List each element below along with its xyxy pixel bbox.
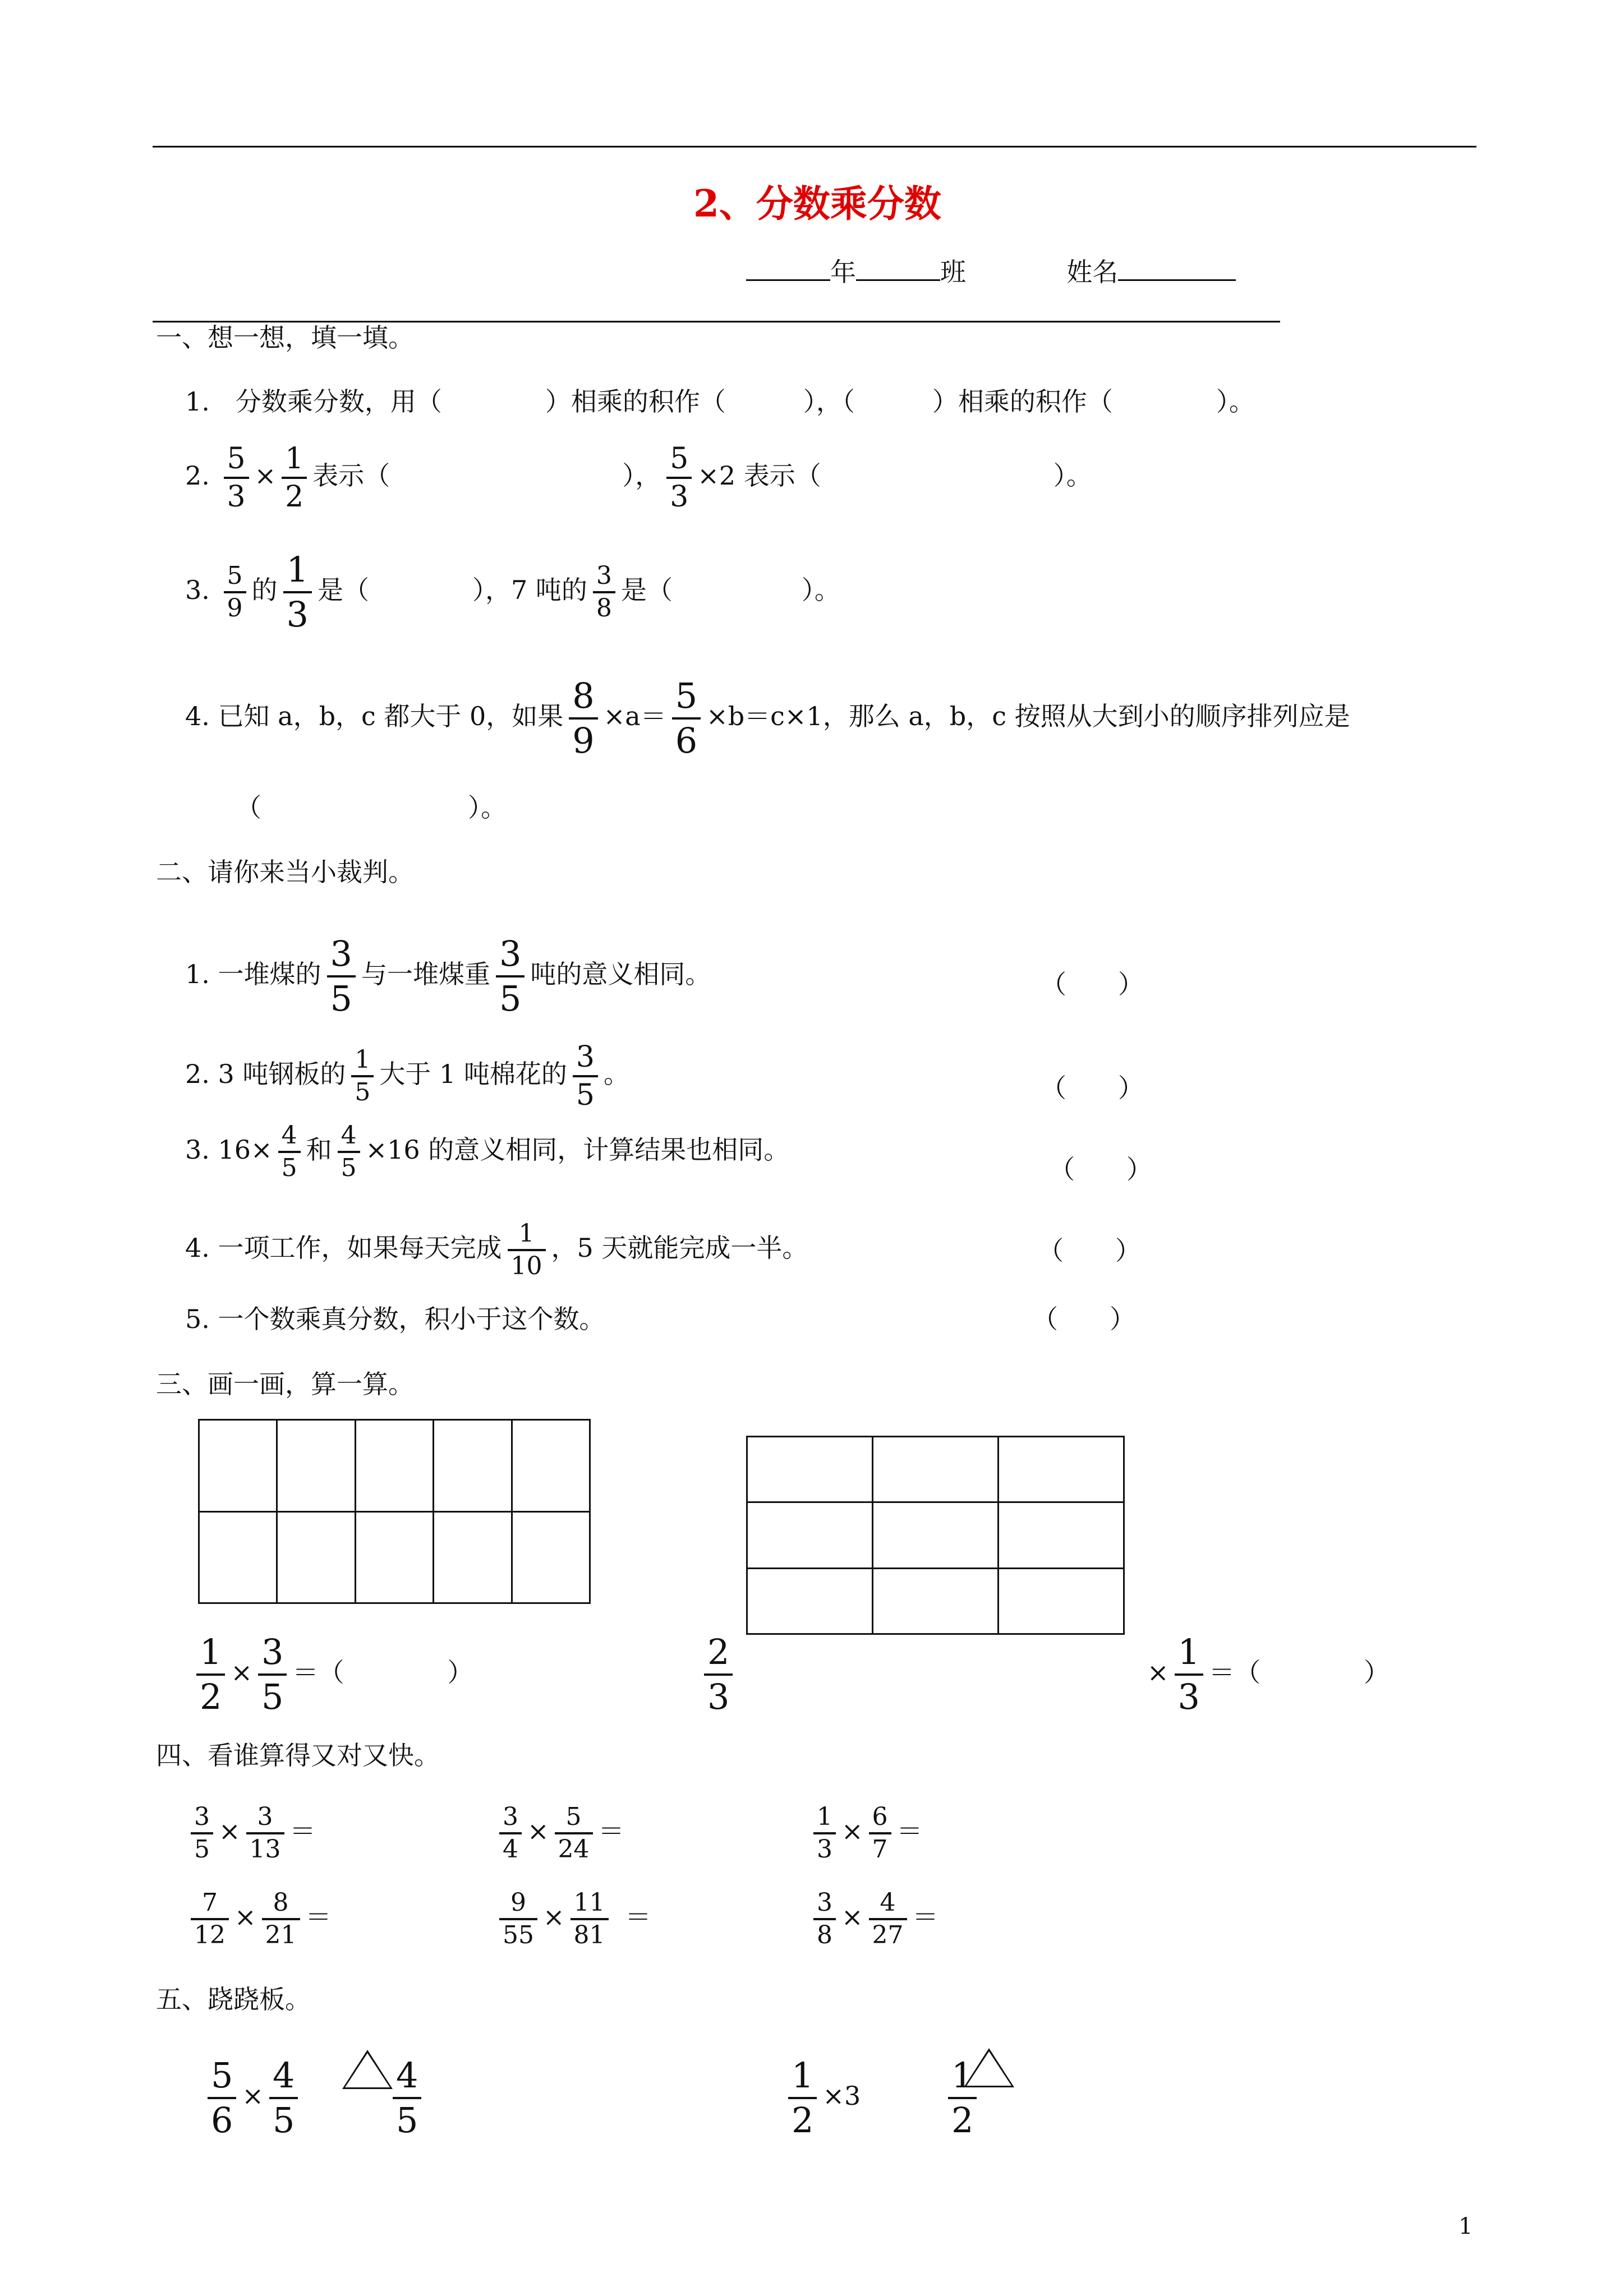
fraction: $\frac{4}{5}$ <box>269 2055 298 2141</box>
question-text: 一项工作，如果每天完成 <box>218 1233 502 1263</box>
question-text: ×2 表示（ ）。 <box>697 460 1092 491</box>
s2-question-1 <box>185 934 711 1019</box>
question-number: 2. <box>185 1059 210 1089</box>
fraction: $\frac{3}{5}$ <box>573 1040 598 1112</box>
s1-question-4 <box>185 676 1350 761</box>
question-text: ×a＝ <box>603 701 666 731</box>
times-sign: × <box>231 1657 252 1688</box>
question-text: 大于 1 吨棉花的 <box>379 1059 567 1089</box>
question-text: 的 <box>251 575 278 605</box>
fraction: $\frac{2}{3}$ <box>704 1632 733 1717</box>
name-blank[interactable] <box>1118 279 1236 281</box>
s1-question-1: 1. 分数乘分数，用（ ）相乘的积作（ ），（ ）相乘的积作（ ）。 <box>185 386 1255 417</box>
judge-paren-1[interactable]: （ ） <box>1041 969 1144 999</box>
fraction: $\frac{1}{2}$ <box>788 2055 817 2141</box>
question-text: ×16 的意义相同，计算结果也相同。 <box>365 1135 790 1165</box>
question-text: ×b＝c×1，那么 a，b，c 按照从大到小的顺序排列应是 <box>706 701 1350 731</box>
seesaw-left-rhs <box>387 2055 427 2141</box>
judge-paren-3[interactable]: （ ） <box>1049 1154 1152 1184</box>
times-sign: × <box>242 2081 264 2111</box>
seesaw-left <box>202 2055 303 2141</box>
fraction: $\frac{3}{13}$ <box>246 1803 284 1864</box>
section-4-heading: 四、看谁算得又对又快。 <box>156 1740 440 1771</box>
question-text: 与一堆煤重 <box>361 959 490 989</box>
calc-item[interactable]: $\frac{7}{12}$ × $\frac{8}{21}$ ＝ <box>185 1889 332 1949</box>
top-rule <box>153 146 1476 147</box>
fraction: $\frac{4}{5}$ <box>338 1122 360 1182</box>
fraction: $\frac{1}{3}$ <box>813 1803 836 1864</box>
fraction: $\frac{1}{2}$ <box>282 442 307 514</box>
grid-3x3[interactable] <box>746 1436 1125 1635</box>
s1-question-3 <box>185 550 840 635</box>
class-label: 班 <box>940 257 966 287</box>
name-label: 姓名 <box>1066 257 1119 287</box>
calc-item[interactable]: $\frac{3}{5}$ × $\frac{3}{13}$ ＝ <box>185 1803 316 1864</box>
s1-question-2 <box>185 442 1092 514</box>
question-text: 已知 a，b，c 都大于 0，如果 <box>218 701 564 731</box>
question-text: 3 吨钢板的 <box>218 1059 346 1089</box>
question-number: 3. <box>185 575 210 605</box>
fraction: $\frac{3}{5}$ <box>327 934 356 1019</box>
question-text: 吨的意义相同。 <box>530 959 711 989</box>
question-text: 一堆煤的 <box>218 959 321 989</box>
fraction: $\frac{1}{2}$ <box>948 2055 977 2141</box>
section-5-heading: 五、跷跷板。 <box>156 1984 311 2014</box>
s2-question-4 <box>185 1220 808 1280</box>
grade-label: 年 <box>830 257 856 287</box>
question-text: 一个数乘真分数，积小于这个数。 <box>218 1304 605 1334</box>
fraction: $\frac{7}{12}$ <box>191 1889 229 1949</box>
question-text: 和 <box>306 1135 332 1165</box>
question-text: 表示（ ）， <box>312 460 661 491</box>
fraction: $\frac{9}{55}$ <box>499 1889 537 1949</box>
fraction: $\frac{3}{5}$ <box>191 1803 213 1864</box>
question-number: 2. <box>185 460 210 491</box>
fraction: $\frac{5}{3}$ <box>224 442 249 514</box>
s2-question-2 <box>185 1040 629 1112</box>
triangle-icon[interactable] <box>964 2048 1014 2087</box>
times-sign: × <box>1147 1657 1169 1688</box>
question-number: 1. <box>185 959 210 989</box>
s2-question-5 <box>185 1302 605 1336</box>
student-info <box>746 255 1236 289</box>
fraction: $\frac{4}{27}$ <box>869 1889 907 1949</box>
class-blank[interactable] <box>856 279 940 281</box>
question-number: 3. <box>185 1135 210 1165</box>
triangle-icon[interactable] <box>342 2050 393 2089</box>
question-number: 4. <box>185 701 210 731</box>
calc-item[interactable]: $\frac{3}{8}$ × $\frac{4}{27}$ ＝ <box>808 1889 938 1949</box>
seesaw-right <box>783 2055 861 2141</box>
question-text: 是（ ）。 <box>620 575 840 605</box>
question-text: ，5 天就能完成一半。 <box>551 1233 808 1263</box>
fraction: $\frac{1}{5}$ <box>351 1046 374 1106</box>
fraction: $\frac{5}{24}$ <box>555 1803 593 1864</box>
page-number: 1 <box>1459 2214 1473 2239</box>
fraction: $\frac{8}{21}$ <box>262 1889 300 1949</box>
fraction: $\frac{6}{7}$ <box>869 1803 891 1864</box>
fraction: $\frac{5}{3}$ <box>666 442 692 514</box>
draw-expr-2 <box>1147 1632 1390 1717</box>
section-2-heading: 二、请你来当小裁判。 <box>156 857 414 887</box>
fraction: $\frac{5}{6}$ <box>208 2055 236 2141</box>
grid-2x5[interactable] <box>198 1419 591 1604</box>
fraction: $\frac{1}{3}$ <box>283 550 312 635</box>
judge-paren-5[interactable]: （ ） <box>1032 1304 1135 1334</box>
calc-item[interactable]: $\frac{1}{3}$ × $\frac{6}{7}$ ＝ <box>808 1803 923 1864</box>
fraction: $\frac{11}{81}$ <box>571 1889 609 1949</box>
fraction: $\frac{4}{5}$ <box>393 2055 421 2141</box>
answer-blank[interactable]: ＝（ ） <box>292 1657 473 1688</box>
section-1-heading: 一、想一想，填一填。 <box>156 322 414 353</box>
draw-expr-2-fraction <box>698 1632 738 1717</box>
answer-blank[interactable]: ＝（ ） <box>1209 1657 1390 1688</box>
judge-paren-4[interactable]: （ ） <box>1038 1235 1141 1266</box>
s1-question-4-answer: （ ）。 <box>236 792 507 823</box>
times-sign: × <box>254 460 277 491</box>
question-number: 5. <box>185 1304 210 1334</box>
section-3-heading: 三、画一画，算一算。 <box>156 1369 414 1399</box>
question-text: 16× <box>218 1135 273 1165</box>
fraction: $\frac{4}{5}$ <box>278 1122 301 1182</box>
draw-expr-1 <box>191 1632 473 1717</box>
fraction: $\frac{5}{9}$ <box>224 562 246 623</box>
judge-paren-2[interactable]: （ ） <box>1041 1073 1144 1103</box>
s2-question-3 <box>185 1122 789 1182</box>
page-title: 2、分数乘分数 <box>693 182 941 225</box>
fraction: $\frac{3}{8}$ <box>593 562 615 623</box>
fraction: $\frac{3}{5}$ <box>258 1632 287 1717</box>
fraction: $\frac{5}{6}$ <box>672 676 701 761</box>
calc-item[interactable]: $\frac{9}{55}$ × $\frac{11}{81}$ ＝ <box>494 1889 651 1949</box>
question-text: 。 <box>604 1059 630 1089</box>
fraction: $\frac{1}{3}$ <box>1175 1632 1203 1717</box>
question-text: 是（ ），7 吨的 <box>317 575 587 605</box>
fraction: $\frac{8}{9}$ <box>569 676 597 761</box>
times-sign: ×3 <box>822 2081 861 2111</box>
fraction: $\frac{3}{8}$ <box>813 1889 836 1949</box>
fraction: $\frac{1}{2}$ <box>196 1632 225 1717</box>
fraction: $\frac{3}{4}$ <box>499 1803 522 1864</box>
grade-blank[interactable] <box>746 279 830 281</box>
fraction: $\frac{1}{10}$ <box>508 1220 546 1280</box>
fraction: $\frac{3}{5}$ <box>496 934 525 1019</box>
question-number: 4. <box>185 1233 210 1263</box>
calc-item[interactable]: $\frac{3}{4}$ × $\frac{5}{24}$ ＝ <box>494 1803 624 1864</box>
